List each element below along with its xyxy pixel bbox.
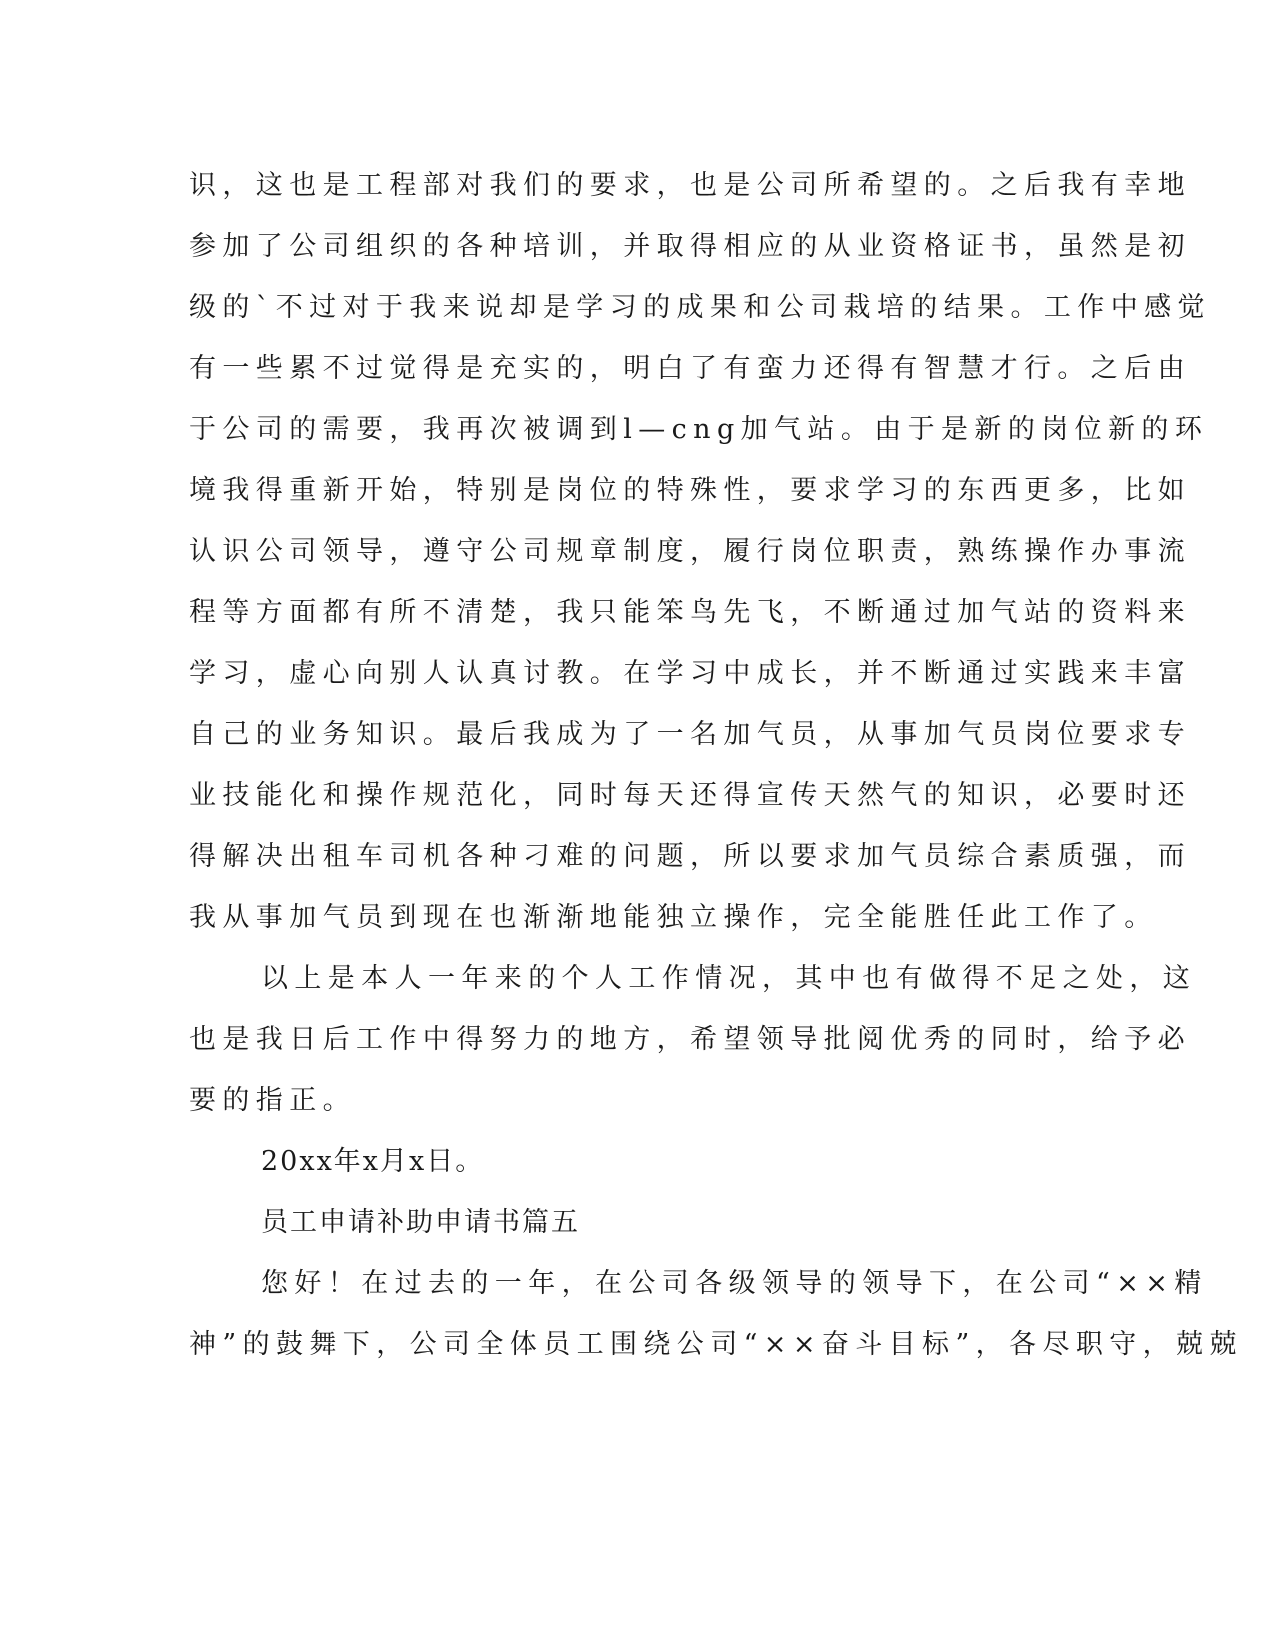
text-line: 以上是本人一年来的个人工作情况，其中也有做得不足之处，这 <box>261 963 1197 994</box>
text-line: 程等方面都有所不清楚，我只能笨鸟先飞，不断通过加气站的资料来 <box>189 597 1191 628</box>
document-body <box>189 155 1243 1375</box>
text-line: 识，这也是工程部对我们的要求，也是公司所希望的。之后我有幸地 <box>189 170 1191 201</box>
text-line: 也是我日后工作中得努力的地方，希望领导批阅优秀的同时，给予必 <box>189 1024 1191 1055</box>
text-line: 业技能化和操作规范化，同时每天还得宣传天然气的知识，必要时还 <box>189 780 1191 811</box>
section-title: 员工申请补助申请书篇五 <box>261 1207 580 1238</box>
text-line: 参加了公司组织的各种培训，并取得相应的从业资格证书，虽然是初 <box>189 231 1191 262</box>
text-line: 神”的鼓舞下，公司全体员工围绕公司“××奋斗目标”，各尽职守，兢兢 <box>189 1329 1243 1360</box>
text-line: 您好！在过去的一年，在公司各级领导的领导下，在公司“××精 <box>261 1268 1208 1299</box>
text-line: 认识公司领导，遵守公司规章制度，履行岗位职责，熟练操作办事流 <box>189 536 1191 567</box>
text-line: 要的指正。 <box>189 1085 356 1116</box>
text-line: 学习，虚心向别人认真讨教。在学习中成长，并不断通过实践来丰富 <box>189 658 1191 689</box>
text-line: 有一些累不过觉得是充实的，明白了有蛮力还得有智慧才行。之后由 <box>189 353 1191 384</box>
paragraph-1 <box>189 155 1211 948</box>
paragraph-3 <box>189 1253 1243 1375</box>
text-line: 于公司的需要，我再次被调到l—cng加气站。由于是新的岗位新的环 <box>189 414 1209 445</box>
text-line: 级的`不过对于我来说却是学习的成果和公司栽培的结果。工作中感觉 <box>189 292 1211 323</box>
paragraph-2 <box>189 948 1197 1131</box>
text-line: 得解决出租车司机各种刁难的问题，所以要求加气员综合素质强，而 <box>189 841 1191 872</box>
text-line: 我从事加气员到现在也渐渐地能独立操作，完全能胜任此工作了。 <box>189 902 1158 933</box>
text-line: 境我得重新开始，特别是岗位的特殊性，要求学习的东西更多，比如 <box>189 475 1191 506</box>
text-line: 自己的业务知识。最后我成为了一名加气员，从事加气员岗位要求专 <box>189 719 1191 750</box>
date-line: 20xx年x月x日。 <box>261 1146 485 1177</box>
